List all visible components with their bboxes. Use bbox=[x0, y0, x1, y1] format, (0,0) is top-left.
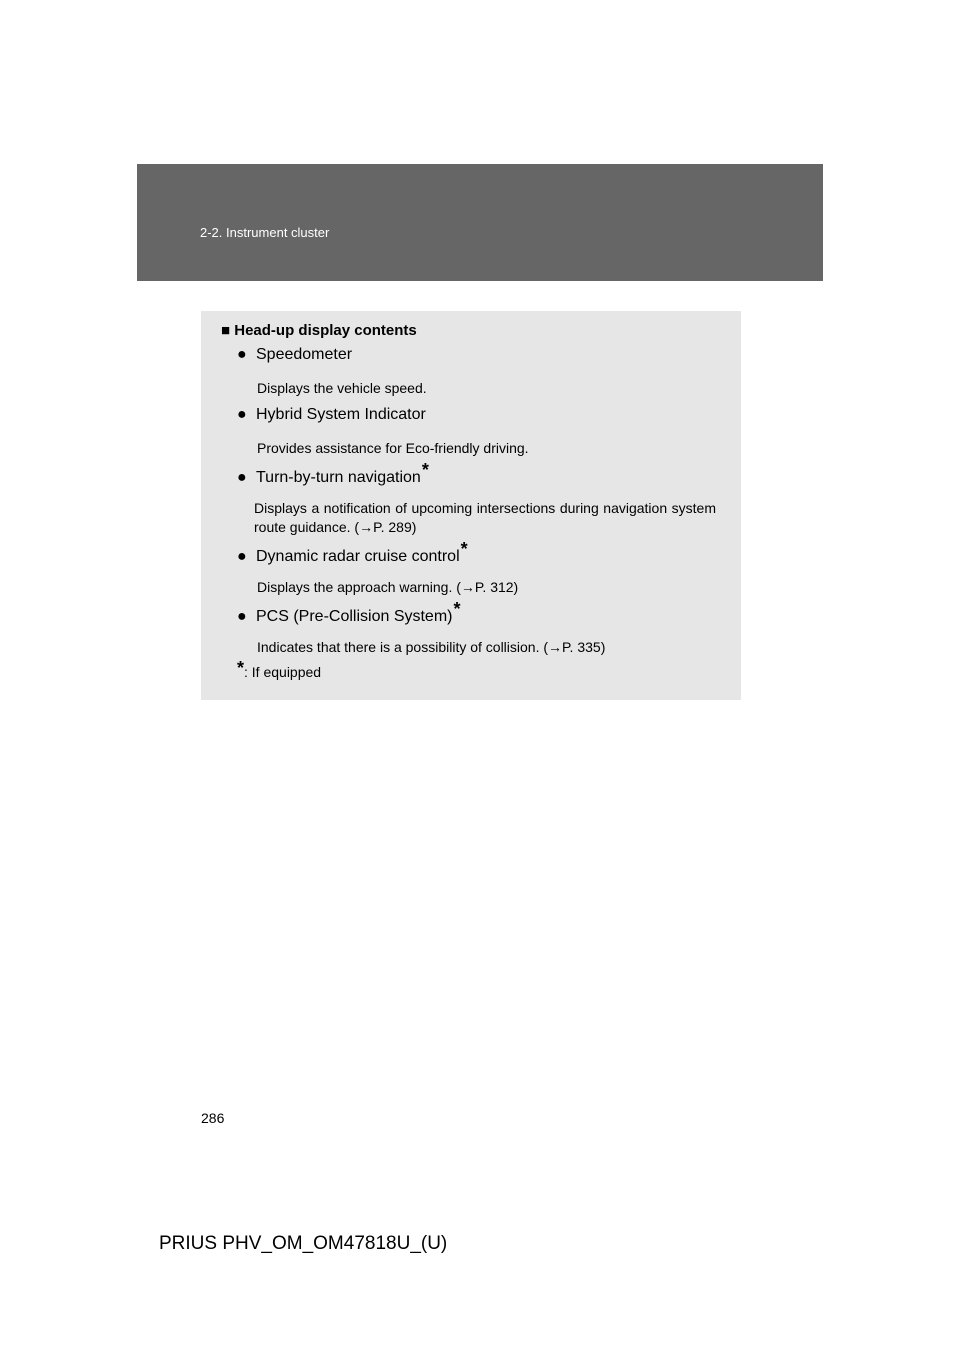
item-title-hybrid-indicator bbox=[237, 406, 426, 424]
footnote-text: : If equipped bbox=[244, 664, 322, 680]
item-title-speedometer bbox=[237, 346, 352, 364]
item-title-text: Turn-by-turn navigation bbox=[256, 469, 421, 486]
item-description: Displays a notification of upcoming intersections during navigation system route guidance. (→P. 289) bbox=[254, 500, 716, 535]
item-title-navigation bbox=[237, 460, 429, 487]
item-description: Provides assistance for Eco-friendly driving. bbox=[257, 440, 529, 456]
bullet-icon: ● bbox=[237, 548, 247, 565]
document-code: PRIUS PHV_OM_OM47818U_(U) bbox=[159, 1233, 448, 1254]
section-heading-text: Head-up display contents bbox=[234, 322, 417, 339]
bullet-icon: ● bbox=[237, 406, 247, 423]
page-number: 286 bbox=[201, 1110, 225, 1126]
item-description: Displays the approach warning. (→P. 312) bbox=[257, 579, 519, 595]
asterisk-icon: * bbox=[460, 539, 468, 559]
item-description: Indicates that there is a possibility of collision. (→P. 335) bbox=[257, 639, 606, 655]
item-title-radar-cruise bbox=[237, 539, 468, 566]
info-box bbox=[201, 311, 741, 700]
item-title-text: PCS (Pre-Collision System) bbox=[256, 608, 453, 625]
item-title-text: Hybrid System Indicator bbox=[256, 406, 426, 423]
item-description: Displays the vehicle speed. bbox=[257, 380, 427, 396]
asterisk-icon: * bbox=[421, 460, 429, 480]
square-bullet-icon: ■ bbox=[221, 322, 231, 339]
item-title-pcs bbox=[237, 599, 461, 626]
section-heading bbox=[221, 322, 417, 339]
section-breadcrumb: 2-2. Instrument cluster bbox=[200, 225, 330, 240]
chapter-header-bar bbox=[137, 164, 823, 281]
bullet-icon: ● bbox=[237, 469, 247, 486]
asterisk-icon: * bbox=[237, 658, 245, 678]
item-title-text: Speedometer bbox=[256, 346, 353, 363]
bullet-icon: ● bbox=[237, 608, 247, 625]
asterisk-icon: * bbox=[453, 599, 461, 619]
footnote bbox=[237, 658, 322, 682]
item-title-text: Dynamic radar cruise control bbox=[256, 548, 460, 565]
bullet-icon: ● bbox=[237, 346, 247, 363]
